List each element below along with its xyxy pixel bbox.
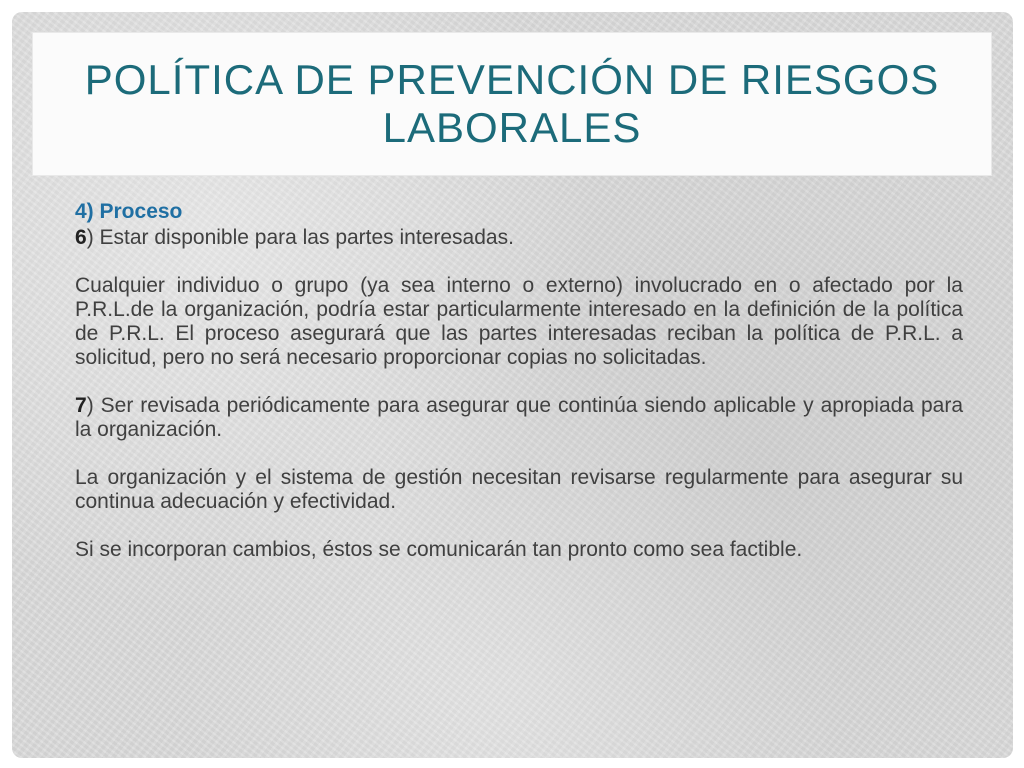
item-number: 7 [75, 394, 87, 417]
paragraph-item-6 [75, 226, 963, 250]
item-number: 6 [75, 226, 87, 249]
item-text: ) Ser revisada periódicamente para asegurar que continúa siendo aplicable y apropiada para la organización. [75, 394, 963, 441]
paragraph-text: La organización y el sistema de gestión necesitan revisarse regularmente para asegurar su continua adecuación y efectividad. [75, 466, 963, 513]
section-heading-text: 4) Proceso [75, 200, 183, 223]
title-box [32, 32, 992, 176]
section-heading [75, 200, 963, 224]
slide-body [75, 200, 963, 562]
paragraph-changes [75, 538, 963, 562]
slide [12, 12, 1013, 758]
paragraph-text: Cualquier individuo o grupo (ya sea interno o externo) involucrado en o afectado por la P.R.L.de la organización, podría estar particularmente interesado en la definición de la política de P.R.L. El proceso asegurará que las partes interesadas reciban la política de P.R.L. a solicitud, pero no será necesario proporcionar copias no solicitadas. [75, 274, 963, 369]
paragraph-explanation [75, 274, 963, 370]
paragraph-review [75, 466, 963, 514]
item-text: ) Estar disponible para las partes interesadas. [86, 226, 514, 249]
paragraph-item-7 [75, 394, 963, 442]
paragraph-text: Si se incorporan cambios, éstos se comunicarán tan pronto como sea factible. [75, 538, 803, 561]
slide-title: POLÍTICA DE PREVENCIÓN DE RIESGOS LABORALES [84, 56, 940, 151]
